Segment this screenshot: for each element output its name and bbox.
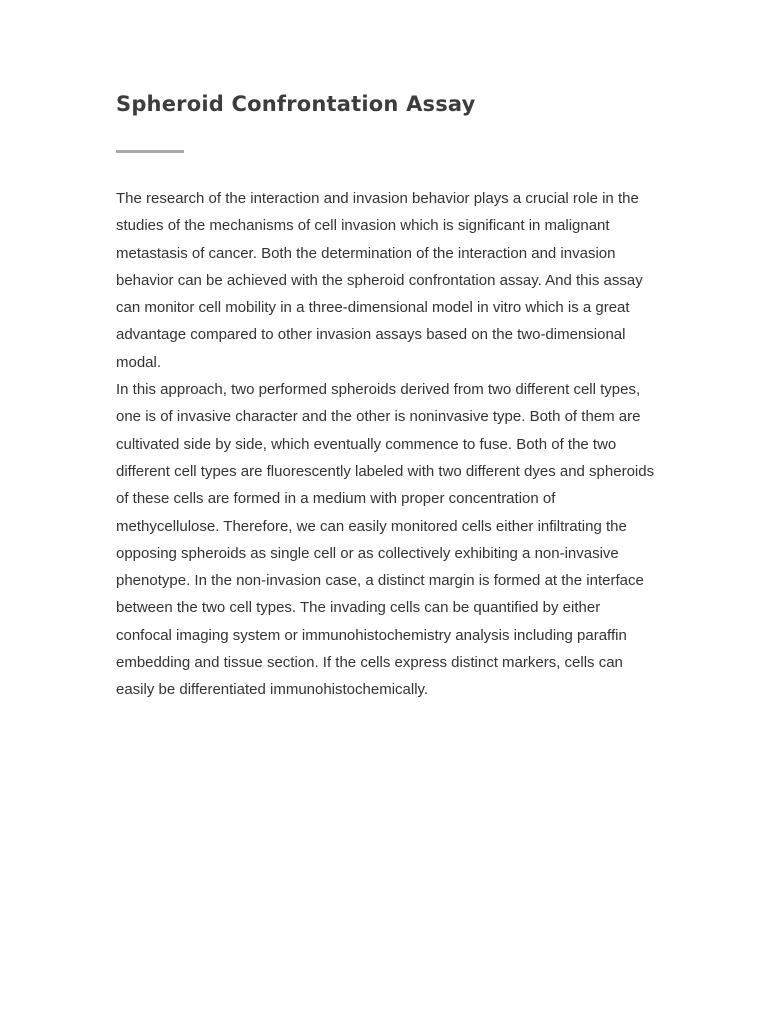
- title-divider: [116, 150, 184, 153]
- page-title: Spheroid Confrontation Assay: [116, 92, 476, 116]
- paragraph-approach: In this approach, two performed spheroids derived from two different cell types, one is of invasive character and the other is noninvasive type. Both of them are cultivated side by side, which eventually commence to fuse. Both of the two different cell types are fluorescently labeled with two different dyes and spheroids of these cells are formed in a medium with proper concentration of methycellulose. Therefore, we can easily monitored cells either infiltrating the opposing spheroids as single cell or as collectively exhibiting a non-invasive phenotype. In the non-invasion case, a distinct margin is formed at the interface between the two cell types. The invading cells can be quantified by either confocal imaging system or immunohistochemistry analysis including paraffin embedding and tissue section. If the cells express distinct markers, cells can easily be differentiated immunohistochemically.: [116, 381, 655, 699]
- article-body: [116, 185, 656, 704]
- paragraph-intro: The research of the interaction and invasion behavior plays a crucial role in the studies of the mechanisms of cell invasion which is significant in malignant metastasis of cancer. Both the determination of the interaction and invasion behavior can be achieved with the spheroid confrontation assay. And this assay can monitor cell mobility in a three-dimensional model in vitro which is a great advantage compared to other invasion assays based on the two-dimensional modal.: [116, 190, 643, 371]
